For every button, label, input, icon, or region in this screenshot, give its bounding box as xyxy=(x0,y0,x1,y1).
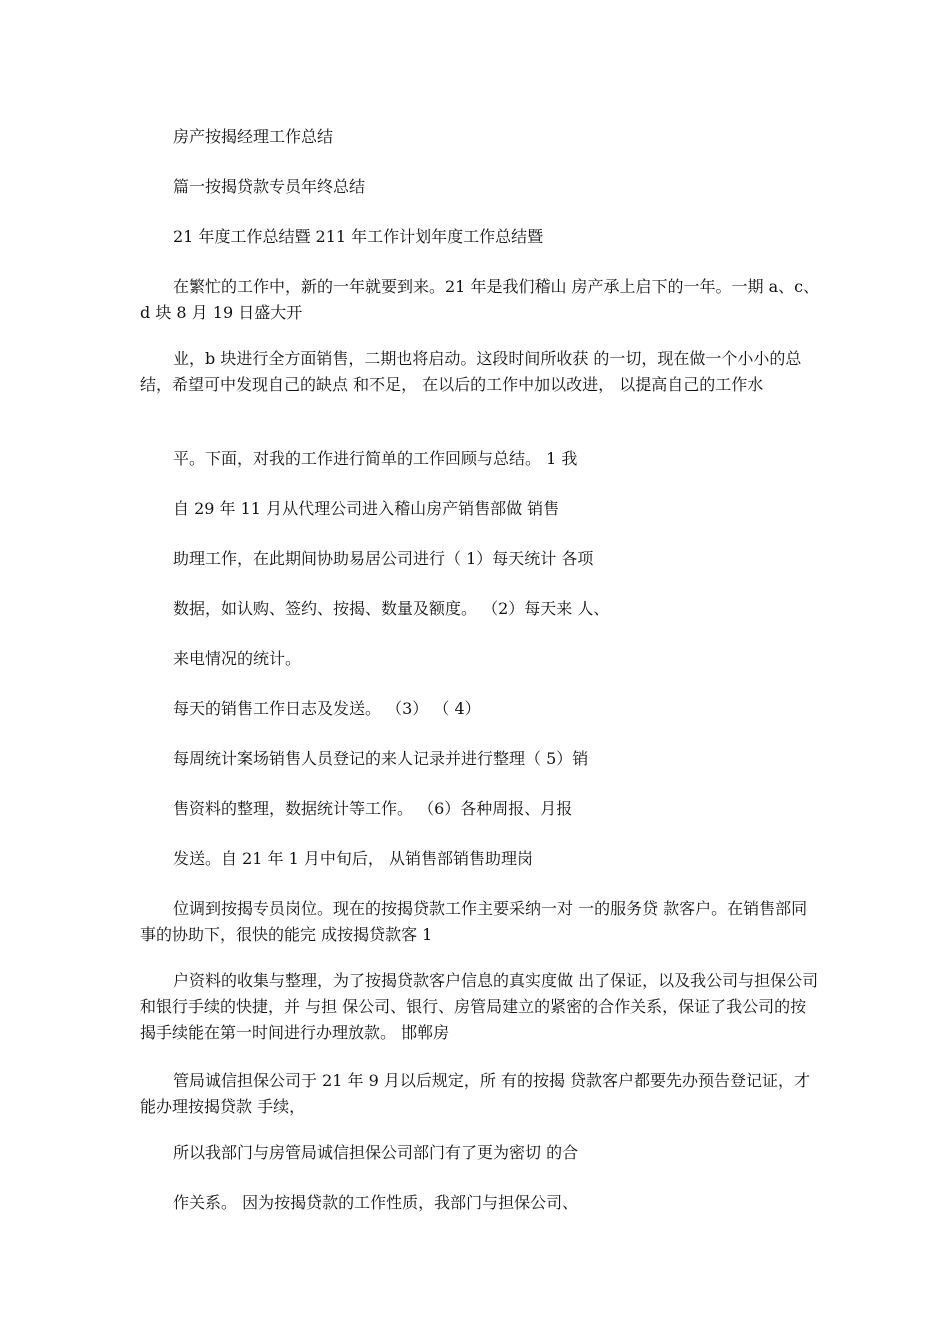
paragraph: 所以我部门与房管局诚信担保公司部门有了更为密切 的合 xyxy=(173,1143,579,1162)
paragraph: 来电情况的统计。 xyxy=(173,649,302,668)
paragraph: 作关系。 因为按揭贷款的工作性质，我部门与担保公司、 xyxy=(173,1193,579,1212)
paragraph: 数据，如认购、签约、按揭、数量及额度。 （2）每天来 人、 xyxy=(173,599,610,618)
doc-heading: 21 年度工作总结暨 211 年工作计划年度工作总结暨 xyxy=(173,227,544,246)
paragraph: 业，b 块进行全方面销售，二期也将启动。这段时间所收获 的一切，现在做一个小小的总结，希望可中发现自己的缺点 和不足， 在以后的工作中加以改进， 以提高自己的工作水 xyxy=(140,349,802,394)
paragraph: 每天的销售工作日志及发送。 （3） （ 4） xyxy=(173,699,481,718)
paragraph: 在繁忙的工作中，新的一年就要到来。21 年是我们稽山 房产承上启下的一年。一期 a、c、d 块 8 月 19 日盛大开 xyxy=(140,277,820,322)
paragraph: 自 29 年 11 月从代理公司进入稽山房产销售部做 销售 xyxy=(173,499,560,518)
doc-title: 房产按揭经理工作总结 xyxy=(173,127,334,146)
paragraph: 每周统计案场销售人员登记的来人记录并进行整理（ 5）销 xyxy=(173,749,589,768)
paragraph: 助理工作，在此期间协助易居公司进行（ 1）每天统计 各项 xyxy=(173,549,594,568)
doc-subtitle: 篇一按揭贷款专员年终总结 xyxy=(173,177,366,196)
paragraph: 发送。自 21 年 1 月中旬后， 从销售部销售助理岗 xyxy=(173,849,533,868)
paragraph: 位调到按揭专员岗位。现在的按揭贷款工作主要采纳一对 一的服务贷 款客户。在销售部同事的协助下，很快的能完 成按揭贷款客 1 xyxy=(140,899,808,944)
paragraph: 管局诚信担保公司于 21 年 9 月以后规定，所 有的按揭 贷款客户都要先办预告登记证，才能办理按揭贷款 手续， xyxy=(140,1071,811,1116)
paragraph: 售资料的整理，数据统计等工作。 （6）各种周报、月报 xyxy=(173,799,573,818)
paragraph: 平。下面，对我的工作进行简单的工作回顾与总结。 1 我 xyxy=(173,449,578,468)
paragraph: 户资料的收集与整理，为了按揭贷款客户信息的真实度做 出了保证，以及我公司与担保公司和银行手续的快捷，并 与担 保公司、银行、房管局建立的紧密的合作关系，保证了我公司的按揭手续能在第一时间进行办理放款。 邯郸房 xyxy=(140,971,819,1042)
